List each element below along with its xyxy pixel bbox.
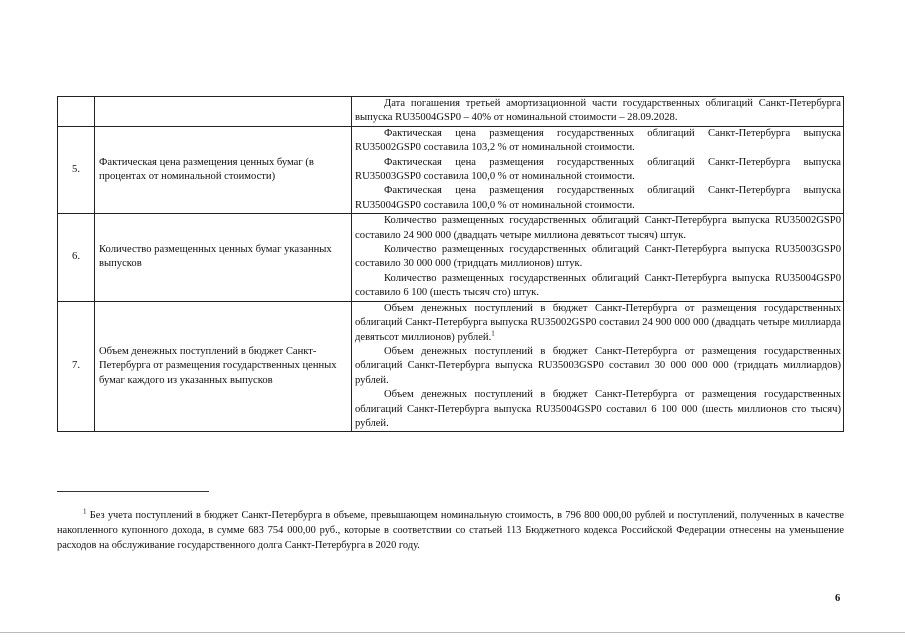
row-content — [352, 97, 844, 127]
row-content — [352, 126, 844, 213]
row-content — [352, 301, 844, 432]
table-row — [58, 301, 844, 432]
info-table — [57, 96, 844, 432]
footnote-text: Без учета поступлений в бюджет Санкт-Петербурга в объеме, превышающем номинальную стоимость, в 796 800 000,00 рублей и поступлений, полученных в качестве накопленного купонного дохода, в сумме 683 754 000,00 руб., которые в соответствии со статьей 113 Бюджетного кодекса Российской Федерации отнесены на уменьшение расходов на обслуживание государственного долга Санкт-Петербурга в 2020 году. — [57, 510, 844, 552]
row-label: Количество размещенных ценных бумаг указанных выпусков — [95, 214, 352, 301]
content-paragraph: Фактическая цена размещения государственных облигаций Санкт-Петербурга выпуска RU35002GSP0 составила 103,2 % от номинальной стоимости. — [355, 127, 841, 154]
content-paragraph: Объем денежных поступлений в бюджет Санкт-Петербурга от размещения государственных облигаций Санкт-Петербурга выпуска RU35004GSP0 составил 6 100 000 (шесть миллионов сто тысяч) рублей. — [355, 389, 841, 429]
footnote-reference[interactable]: 1 — [491, 328, 495, 337]
content-paragraph: Объем денежных поступлений в бюджет Санкт-Петербурга от размещения государственных облигаций Санкт-Петербурга выпуска RU35003GSP0 составил 30 000 000 000 (тридцать миллиардов) рублей. — [355, 345, 841, 386]
content-paragraph — [355, 302, 841, 345]
row-number — [58, 97, 95, 127]
page-bottom-divider — [0, 632, 905, 633]
footnote-separator — [57, 491, 209, 492]
row-number: 5. — [58, 126, 95, 213]
row-label — [95, 97, 352, 127]
row-number: 7. — [58, 301, 95, 432]
content-paragraph: Количество размещенных государственных облигаций Санкт-Петербурга выпуска RU35002GSP0 составило 24 900 000 (двадцать четыре миллиона девятьсот тысяч) штук. — [355, 215, 841, 241]
footnote-marker: 1 — [83, 507, 87, 516]
content-paragraph: Фактическая цена размещения государственных облигаций Санкт-Петербурга выпуска RU35003GSP0 составила 100,0 % от номинальной стоимости. — [355, 156, 841, 183]
row-content — [352, 214, 844, 301]
paragraph-text: Объем денежных поступлений в бюджет Санкт-Петербурга от размещения государственных облигаций Санкт-Петербурга выпуска RU35002GSP0 составил 24 900 000 000 (двадцать четыре миллиарда девятьсот миллионов) рублей. — [355, 302, 841, 343]
table-row — [58, 97, 844, 127]
content-paragraph: Количество размещенных государственных облигаций Санкт-Петербурга выпуска RU35004GSP0 составило 6 100 (шесть тысяч сто) штук. — [355, 272, 841, 299]
content-paragraph: Фактическая цена размещения государственных облигаций Санкт-Петербурга выпуска RU35004GSP0 составила 100,0 % от номинальной стоимости. — [355, 185, 841, 211]
footnote — [57, 508, 844, 554]
table-row — [58, 214, 844, 301]
table-row — [58, 126, 844, 213]
row-label: Объем денежных поступлений в бюджет Санкт-Петербурга от размещения государственных ценных бумаг каждого из указанных выпусков — [95, 301, 352, 432]
content-paragraph: Дата погашения третьей амортизационной части государственных облигаций Санкт-Петербурга выпуска RU35004GSP0 – 40% от номинальной стоимости – 28.09.2028. — [355, 98, 841, 124]
page-number: 6 — [835, 593, 841, 604]
row-number: 6. — [58, 214, 95, 301]
content-paragraph: Количество размещенных государственных облигаций Санкт-Петербурга выпуска RU35003GSP0 составило 30 000 000 (тридцать миллионов) штук. — [355, 244, 841, 270]
row-label: Фактическая цена размещения ценных бумаг (в процентах от номинальной стоимости) — [95, 126, 352, 213]
